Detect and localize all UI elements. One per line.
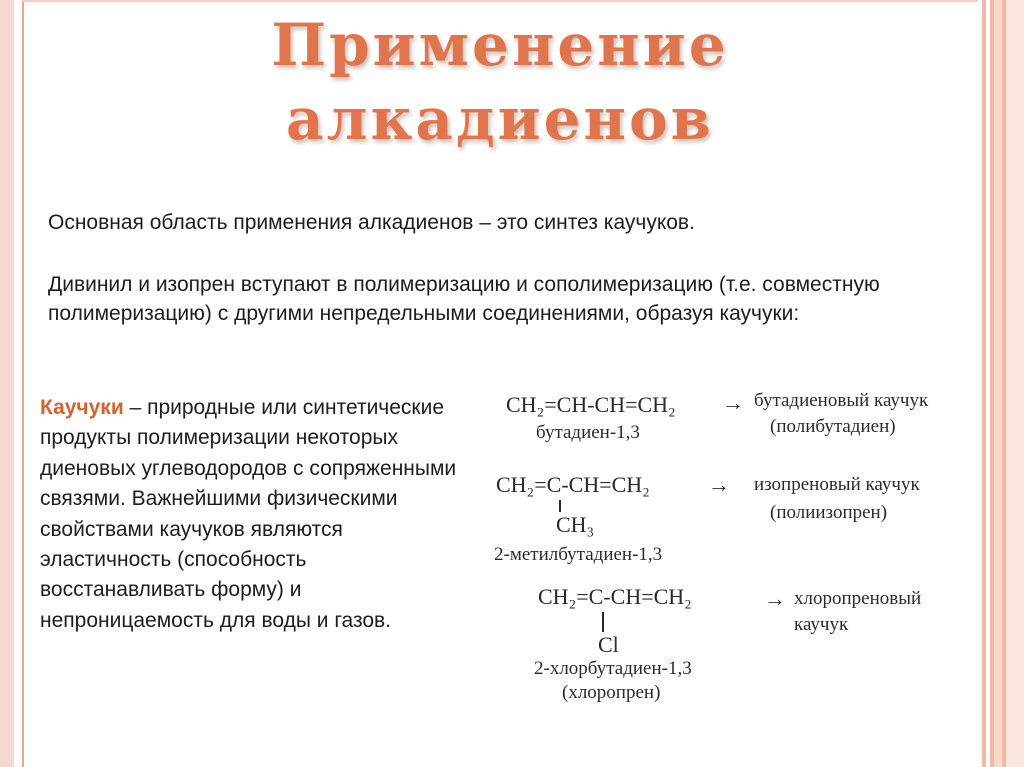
reaction-3-arrow: → — [764, 586, 786, 611]
isoprene-name: 2-метилбутадиен-1,3 — [494, 544, 663, 565]
butadiene-rubber-line2: (полибутадиен) — [770, 416, 896, 437]
chloroprene-branch-bond — [602, 612, 604, 632]
title-line-2: алкадиенов — [286, 85, 714, 153]
chloroprene-alias: (хлоропрен) — [562, 682, 661, 703]
chloroprene-rubber-line2: каучук — [794, 614, 849, 635]
isoprene-rubber-line2: (полиизопрен) — [770, 502, 888, 523]
definition-term: Каучуки — [40, 396, 124, 419]
chloroprene-substituent: Cl — [598, 632, 619, 657]
isoprene-rubber-line1: изопреновый каучук — [754, 474, 920, 495]
frame-left-band — [0, 0, 14, 767]
chloroprene-formula: CH₂=C-CH=CH₂ — [538, 584, 692, 609]
intro-paragraph-1: Основная область применения алкадиенов – это синтез каучуков. — [48, 211, 695, 234]
isoprene-branch-bond — [559, 500, 561, 512]
title-line-1: Применение — [271, 11, 729, 79]
definition-text: – природные или синтетические продукты полимеризации некоторых диеновых углеводородов с сопряженными связями. Важнейшими физическими свойствами каучуков являются эластичность (способность восстанавливать форму) и непроницаемость для воды и газов. — [40, 396, 457, 632]
butadiene-name: бутадиен-1,3 — [536, 422, 640, 443]
chloroprene-name: 2-хлорбутадиен-1,3 — [534, 658, 692, 679]
butadiene-rubber-line1: бутадиеновый каучук — [754, 390, 929, 411]
frame-left-line — [22, 0, 24, 767]
polymerization-scheme — [488, 380, 976, 710]
butadiene-formula: CH₂=CH-CH=CH₂ — [506, 392, 676, 417]
intro-paragraph-2: Дивинил и изопрен вступают в полимеризацию и сополимеризацию (т.е. совместную полимеризацию) с другими непредельными соединениями, образуя каучуки: — [48, 273, 880, 325]
isoprene-formula: CH₂=C-CH=CH₂ — [496, 472, 650, 497]
reaction-2-arrow: → — [708, 472, 730, 497]
slide-title — [180, 8, 820, 156]
reaction-1-arrow: → — [722, 390, 744, 415]
frame-right-decoration — [978, 0, 1024, 767]
rubber-definition — [40, 393, 470, 636]
isoprene-substituent: CH₃ — [556, 512, 595, 537]
frame-top-line — [22, 0, 978, 2]
chloroprene-rubber-line1: хлоропреновый — [794, 588, 922, 609]
